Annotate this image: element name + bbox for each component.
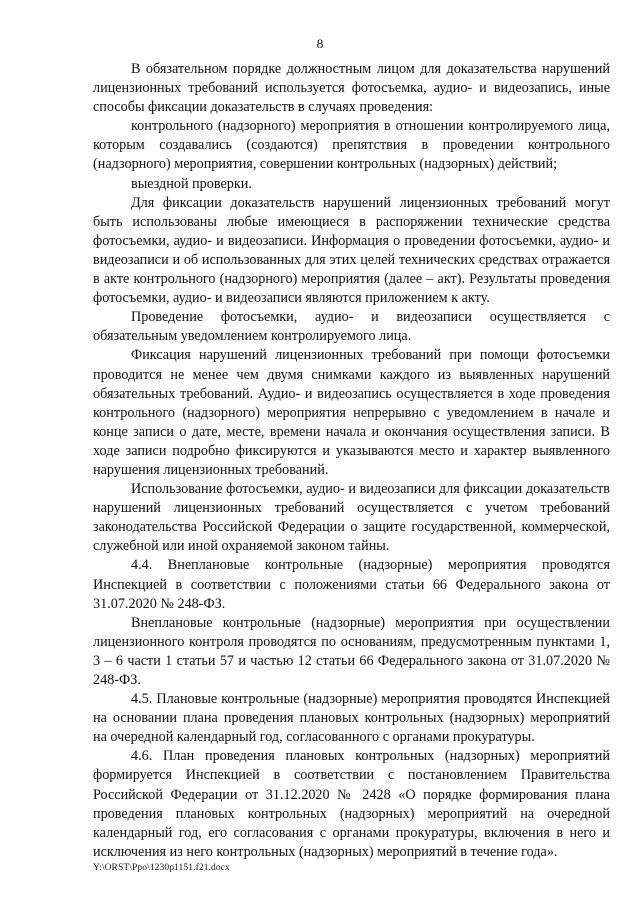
paragraph-obstruction-case: контрольного (надзорного) мероприятия в отношении контролируемого лица, которым создавались (создаются) препятствия в проведении контрольного (надзорного) мероприятия, совершении контрольных (надзорных) действий; — [93, 118, 610, 173]
paragraph-field-inspection: выездной проверки. — [131, 175, 252, 192]
paragraph-section-4-5: 4.5. Плановые контрольные (надзорные) мероприятия проводятся Инспекцией на основании плана проведения плановых контрольных (надзорных) мероприятий на очередной календарный год, согласованного с органами прокуратуры. — [93, 691, 610, 746]
paragraph-unscheduled-grounds: Внеплановые контрольные (надзорные) мероприятия при осуществлении лицензионного контроля проводятся по основаниям, предусмотренным пунктами 1, 3 – 6 части 1 статьи 57 и частью 12 статьи 66 Федерального закона от 31.07.2020 № 248-ФЗ. — [93, 614, 610, 688]
paragraph-section-4-4: 4.4. Внеплановые контрольные (надзорные) мероприятия проводятся Инспекцией в соответствии с положениями статьи 66 Федерального закона от 31.07.2020 № 248-ФЗ. — [93, 557, 610, 612]
paragraph-notification: Проведение фотосъемки, аудио- и видеозаписи осуществляется с обязательным уведомлением контролируемого лица. — [93, 309, 610, 345]
footer-file-path: Y:\ORST\Ppo\1230p1151.f21.docx — [93, 863, 230, 873]
paragraph-technical-means: Для фиксации доказательств нарушений лицензионных требований могут быть использованы любые имеющиеся в распоряжении технические средства фотосъемки, аудио- и видеозаписи. Информация о проведении фотосъемки, аудио- и видеозаписи и об использованных для этих целей технических средствах отражается в акте контрольного (надзорного) мероприятия (далее – акт). Результаты проведения фотосъемки, аудио- и видеозаписи являются приложением к акту. — [93, 194, 610, 307]
page-number: 8 — [316, 36, 324, 51]
paragraph-evidence-intro: В обязательном порядке должностным лицом для доказательства нарушений лицензионных требований используется фотосъемка, аудио- и видеозапись, иные способы фиксации доказательств в случаях проведения: — [93, 61, 610, 116]
paragraph-photo-fixation: Фиксация нарушений лицензионных требований при помощи фотосъемки проводится не менее чем двумя снимками каждого из выявленных нарушений обязательных требований. Аудио- и видеозапись осуществляется в ходе проведения контрольного (надзорного) мероприятия непрерывно с уведомлением в начале и конце записи о дате, месте, времени начала и окончания осуществления записи. В ходе записи подробно фиксируются и указываются место и характер выявленного нарушения лицензионных требований. — [93, 347, 610, 478]
paragraph-section-4-6: 4.6. План проведения плановых контрольных (надзорных) мероприятий формируется Инспекцией в соответствии с постановлением Правительства Российской Федерации от 31.12.2020 № 2428 «О порядке формирования плана проведения плановых контрольных (надзорных) мероприятий на очередной календарный год, его согласования с органами прокуратуры, включения в него и исключения из него контрольных (надзорных) мероприятий в течение года». — [93, 748, 610, 860]
document-body — [93, 60, 610, 862]
paragraph-secrecy-requirements: Использование фотосъемки, аудио- и видеозаписи для фиксации доказательств нарушений лицензионных требований осуществляется с учетом требований законодательства Российской Федерации о защите государственной, коммерческой, служебной или иной охраняемой законом тайны. — [93, 481, 610, 555]
